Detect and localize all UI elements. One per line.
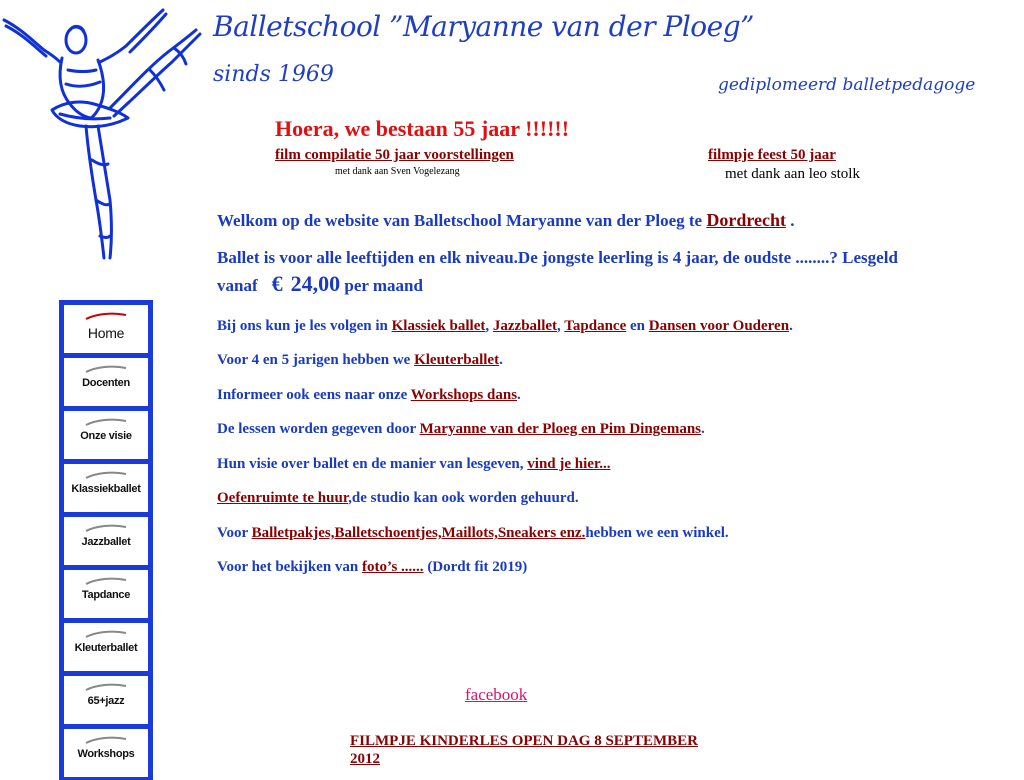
nav-item-label: Klassiekballet — [71, 483, 141, 495]
photos-link[interactable]: foto’s ...... — [362, 559, 424, 575]
teachers-paragraph: De lessen worden gegeven door Maryanne van der Ploeg en Pim Dingemans. — [217, 421, 705, 437]
nav-item-jazzballet[interactable] — [64, 517, 148, 565]
price-amount: 24,00 — [290, 271, 341, 296]
site-title: Balletschool ”Maryanne van der Ploeg” — [213, 10, 754, 43]
price-currency: € — [271, 271, 283, 296]
nav-item-label: Jazzballet — [81, 536, 131, 548]
nav-item-label: 65+jazz — [87, 695, 125, 707]
workshops-paragraph: Informeer ook eens naar onze Workshops dans. — [217, 387, 521, 403]
main-content — [217, 208, 977, 577]
nav-item-label: Workshops — [77, 748, 135, 760]
nav-item-label: Docenten — [82, 377, 130, 389]
shop-text-end: hebben we een winkel. — [585, 525, 729, 541]
teachers-text: De lessen worden gegeven door — [217, 421, 420, 437]
party-film-link[interactable]: filmpje feest 50 jaar — [708, 147, 836, 163]
tapdance-link[interactable]: Tapdance — [564, 318, 627, 334]
vision-link[interactable]: vind je hier... — [527, 456, 611, 472]
swoosh-icon — [84, 470, 128, 480]
film-credit: met dank aan Sven Vogelezang — [335, 166, 460, 177]
studio-paragraph — [217, 488, 977, 508]
vision-text: Hun visie over ballet en de manier van lesgeven, — [217, 456, 528, 472]
nav-item-klassiekballet[interactable] — [64, 464, 148, 512]
photos-text: Voor het bekijken van — [217, 559, 363, 575]
nav-item-label: Tapdance — [81, 589, 131, 601]
party-film-credit: met dank aan leo stolk — [725, 166, 860, 182]
welcome-text: Welkom op de website van Balletschool Maryanne van der Ploeg te — [217, 211, 707, 230]
workshops-text: Informeer ook eens naar onze — [217, 387, 411, 403]
swoosh-icon — [84, 364, 128, 374]
welcome-end: . — [786, 211, 795, 230]
photos-paragraph — [217, 557, 977, 577]
swoosh-icon — [84, 735, 128, 745]
price-unit: per maand — [344, 276, 423, 295]
toddlers-paragraph: Voor 4 en 5 jarigen hebben we Kleuterballet. — [217, 352, 503, 368]
nav-item-tapdance[interactable] — [64, 570, 148, 618]
nav-item-65-jazz[interactable] — [64, 676, 148, 724]
lessons-text: Bij ons kun je les volgen in — [217, 318, 392, 334]
toddler-ballet-link[interactable]: Kleuterballet — [414, 352, 500, 368]
swoosh-icon — [84, 417, 128, 427]
swoosh-icon — [84, 576, 128, 586]
nav-item-label: Onze visie — [80, 430, 132, 442]
swoosh-icon — [84, 629, 128, 639]
photos-note: (Dordt fit 2019) — [423, 559, 528, 575]
dordrecht-link[interactable]: Dordrecht — [706, 210, 787, 230]
shop-paragraph — [217, 523, 977, 543]
studio-rent-link[interactable]: Oefenruimte te huur — [217, 490, 349, 506]
swoosh-icon — [84, 682, 128, 692]
nav-item-label: Kleuterballet — [74, 642, 138, 654]
vision-paragraph — [217, 454, 977, 474]
teachers-link[interactable]: Maryanne van der Ploeg en Pim Dingemans — [419, 421, 701, 437]
lessons-and: en — [626, 318, 649, 334]
qualified-teacher-tagline: gediplomeerd balletpedagoge — [718, 75, 976, 95]
toddlers-text: Voor 4 en 5 jarigen hebben we — [217, 352, 415, 368]
nav-item-docenten[interactable] — [64, 358, 148, 406]
workshops-link[interactable]: Workshops dans — [410, 387, 518, 403]
nav-item-workshops[interactable] — [64, 729, 148, 777]
welcome-paragraph — [217, 208, 977, 233]
studio-text: ,de studio kan ook worden gehuurd. — [348, 490, 579, 506]
nav-item-home[interactable] — [64, 305, 148, 353]
shop-link[interactable]: Balletpakjes,Balletschoentjes,Maillots,Sneakers enz. — [251, 525, 586, 541]
nav-item-onze-visie[interactable] — [64, 411, 148, 459]
swoosh-icon — [84, 311, 128, 321]
classic-ballet-link[interactable]: Klassiek ballet — [391, 318, 486, 334]
anniversary-headline: Hoera, we bestaan 55 jaar !!!!!! — [275, 116, 570, 141]
nav-item-kleuterballet[interactable] — [64, 623, 148, 671]
swoosh-icon — [84, 523, 128, 533]
seniors-dance-link[interactable]: Dansen voor Ouderen — [648, 318, 790, 334]
open-day-film-link[interactable]: FILMPJE KINDERLES OPEN DAG 8 SEPTEMBER 2012 — [350, 733, 698, 767]
ballerina-logo — [0, 0, 206, 262]
jazzballet-link[interactable]: Jazzballet — [492, 318, 558, 334]
film-compilation-link[interactable]: film compilatie 50 jaar voorstellingen — [275, 147, 514, 163]
ballet-paragraph — [217, 245, 977, 299]
shop-text: Voor — [217, 525, 252, 541]
ballet-text: Ballet is voor alle leeftijden en elk niveau.De jongste leerling is 4 jaar, de oudste ........? Lesgeld vanaf — [217, 248, 898, 295]
lessons-paragraph: Bij ons kun je les volgen in Klassiek ballet, Jazzballet, Tapdance en Dansen voor Ouderen. — [217, 318, 793, 334]
since-year: sinds 1969 — [213, 62, 334, 87]
nav-item-label: Home — [87, 325, 125, 341]
side-navigation — [59, 300, 153, 780]
facebook-link[interactable]: facebook — [465, 685, 528, 704]
